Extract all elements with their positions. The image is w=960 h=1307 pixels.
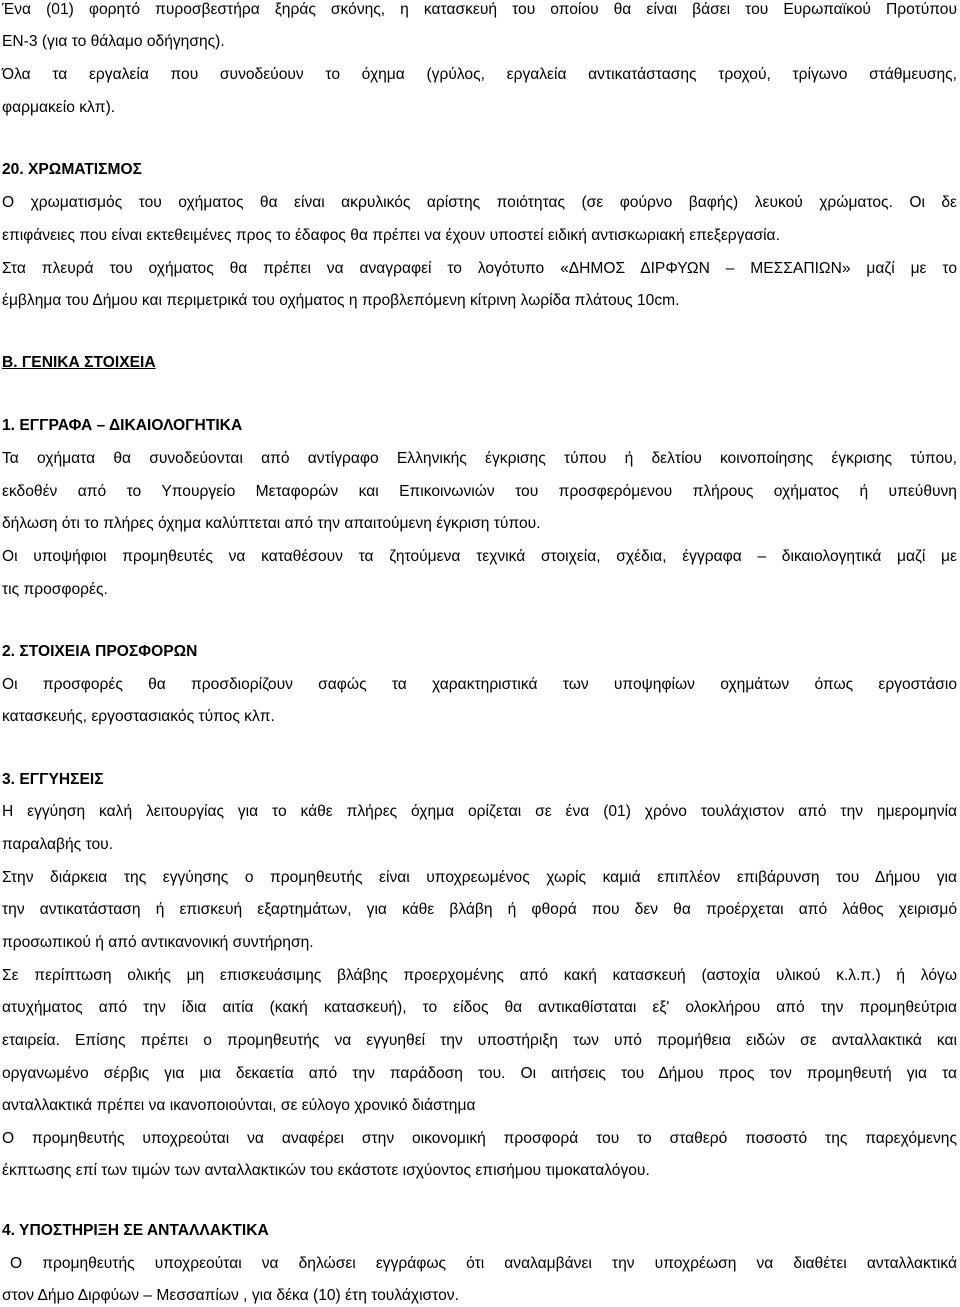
paragraph-line: φαρμακείο κλπ). [2,99,116,116]
paragraph-line: δήλωση ότι το πλήρες όχημα καλύπτεται από την απαιτούμενη έγκριση τύπου. [2,515,541,532]
paragraph-line: ατυχήματος από την ίδια αιτία (κακή κατασκευή), το είδος θα αντικαθίσταται εξ' ολοκλήρου από την προμηθεύτρια [2,999,957,1016]
paragraph-line: Οι προσφορές θα προσδιορίζουν σαφώς τα χαρακτηριστικά των υποψηφίων οχημάτων όπως εργοστάσιο [2,676,957,693]
paragraph-line: Τα οχήματα θα συνοδεύονται από αντίγραφο Ελληνικής έγκρισης τύπου ή δελτίου κοινοποίησης έγκρισης τύπου, [2,450,957,467]
paragraph-line: έμβλημα του Δήμου και περιμετρικά του οχήματος η προβλεπόμενη κίτρινη λωρίδα πλάτους 10cm. [2,292,680,309]
paragraph-line: ανταλλακτικά πρέπει να ικανοποιούνται, σε εύλογο χρονικό διάστημα [2,1097,476,1114]
paragraph-line: κατασκευής, εργοστασιακός τύπος κλπ. [2,708,275,725]
paragraph-line: Στην διάρκεια της εγγύησης ο προμηθευτής είναι υποχρεωμένος χωρίς καμιά επιπλέον επιβάρυνση του Δήμου για [2,869,957,886]
paragraph-line: επιφάνειες που είναι εκτεθειμένες προς το έδαφος θα πρέπει να έχουν υποστεί ειδική αντισκωριακή επεξεργασία. [2,227,780,244]
paragraph-line: παραλαβής του. [2,836,113,853]
paragraph-line: Οι υποψήφιοι προμηθευτές να καταθέσουν τα ζητούμενα τεχνικά στοιχεία, σχέδια, έγγραφα – δικαιολογητικά μαζί με [2,548,957,565]
paragraph-line: εταιρεία. Επίσης πρέπει ο προμηθευτής να εγγυηθεί την υποστήριξη των υπό προμήθεια ειδών σε ανταλλακτικά και [2,1032,957,1049]
section-heading: 20. ΧΡΩΜΑΤΙΣΜΟΣ [2,161,142,178]
section-heading: 4. ΥΠΟΣΤΗΡΙΞΗ ΣΕ ΑΝΤΑΛΛΑΚΤΙΚΑ [2,1222,269,1239]
paragraph-line: Ο χρωματισμός του οχήματος θα είναι ακρυλικός αρίστης ποιότητας (σε φούρνο βαφής) λευκού χρώματος. Οι δε [2,194,957,211]
paragraph-line: Ο προμηθευτής υποχρεούται να δηλώσει εγγράφως ότι αναλαμβάνει την υποχρέωση να διαθέτει ανταλλακτικά [10,1255,957,1272]
paragraph-line: Σε περίπτωση ολικής μη επισκευάσιμης βλάβης προερχομένης από κακή κατασκευή (αστοχία υλικού κ.λ.π.) ή λόγω [2,967,957,984]
section-heading: 1. ΕΓΓΡΑΦΑ – ΔΙΚΑΙΟΛΟΓΗΤΙΚΑ [2,417,243,434]
section-heading: 3. ΕΓΓΥΗΣΕΙΣ [2,771,104,788]
paragraph-line: οργανωμένο σέρβις για μια δεκαετία από την παράδοση του. Οι αιτήσεις του Δήμου προς τον προμηθευτή για τα [2,1065,957,1082]
paragraph-line: Στα πλευρά του οχήματος θα πρέπει να αναγραφεί το λογότυπο «ΔΗΜΟΣ ΔΙΡΦΥΩΝ – ΜΕΣΣΑΠΙΩΝ» μαζί με το [2,260,957,277]
paragraph-line: προσωπικού ή από αντικανονική συντήρηση. [2,934,314,951]
paragraph-line: Όλα τα εργαλεία που συνοδεύουν το όχημα (γρύλος, εργαλεία αντικατάστασης τροχού, τρίγωνο στάθμευσης, [2,66,957,83]
paragraph-line: τις προσφορές. [2,581,108,598]
paragraph-line: Η εγγύηση καλή λειτουργίας για το κάθε πλήρες όχημα ορίζεται σε ένα (01) χρόνο τουλάχιστον από την ημερομηνία [2,803,957,820]
paragraph-line: Ένα (01) φορητό πυροσβεστήρα ξηράς σκόνης, η κατασκευή του οποίου θα είναι βάσει του Ευρωπαϊκού Προτύπου [2,1,957,18]
paragraph-line: Ο προμηθευτής υποχρεούται να αναφέρει στην οικονομική προσφορά του το σταθερό ποσοστό της παρεχόμενης [2,1130,957,1147]
part-heading: Β. ΓΕΝΙΚΑ ΣΤΟΙΧΕΙΑ [2,354,156,371]
paragraph-line: ΕΝ-3 (για το θάλαμο οδήγησης). [2,33,225,50]
paragraph-line: εκδοθέν από το Υπουργείο Μεταφορών και Επικοινωνιών του προσφερόμενου πλήρους οχήματος ή υπεύθυνη [2,483,957,500]
paragraph-line: στον Δήμο Διρφύων – Μεσσαπίων , για δέκα (10) έτη τουλάχιστον. [2,1287,459,1304]
paragraph-line: την αντικατάσταση ή επισκευή εξαρτημάτων, για κάθε βλάβη ή φθορά που δεν θα προέρχεται από λάθος χειρισμό [2,901,957,918]
paragraph-line: έκπτωσης επί των τιμών των ανταλλακτικών του εκάστοτε ισχύοντος επισήμου τιμοκαταλόγου. [2,1162,650,1179]
section-heading: 2. ΣΤΟΙΧΕΙΑ ΠΡΟΣΦΟΡΩΝ [2,643,198,660]
